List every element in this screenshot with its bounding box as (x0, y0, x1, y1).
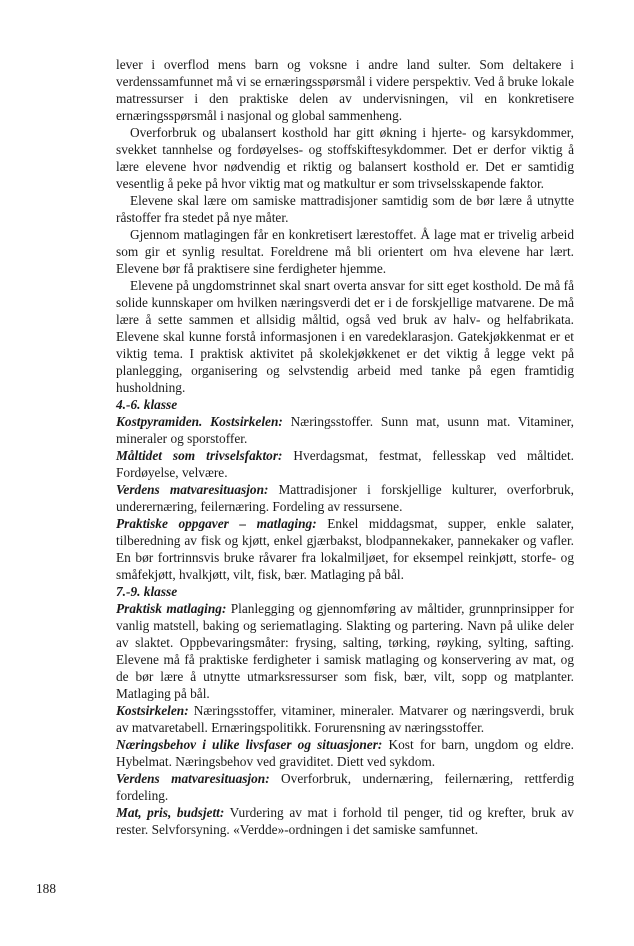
topic-text: Kost for barn, ungdom og eldre. Hybelmat. Næringsbehov ved graviditet. Diett ved sykdom. (116, 737, 575, 769)
section-title: 7.-9. klasse (116, 584, 178, 599)
topic-label: Måltidet som trivselsfaktor: (116, 448, 283, 463)
topic-label: Praktiske oppgaver – matlaging: (116, 516, 317, 531)
topic-text: Mattradisjoner i forskjellige kulturer, overforbruk, underernæring, feilernæring. Fordeling av ressursene. (116, 482, 574, 514)
intro-paragraph-5: Elevene på ungdomstrinnet skal snart overta ansvar for sitt eget kosthold. De må få solide kunnskaper om hvilken næringsverdi det er i de forskjellige matvarene. De må lære å sette sammen et allsidig måltid, også ved bruk av halv- og helfabrikata. Elevene skal kunne forstå informasjonen i en varedeklarasjon. Gatekjøkkenmat er et viktig tema. I praktisk aktivitet på skolekjøkkenet er det viktig å legge vekt på planlegging, organisering og selvstendig arbeid med tanke på egen framtidig husholdning. (116, 278, 574, 395)
intro-paragraph-1: lever i overflod mens barn og voksne i andre land sulter. Som deltakere i verdenssamfunnet må vi se ernæringsspørsmål i videre perspektiv. Ved å bruke lokale matressurser i den praktiske delen av undervisningen, vil en konkretisere ernæringsspørsmål i nasjonal og global sammenheng. (116, 57, 574, 123)
topic-text: Vurdering av mat i forhold til penger, tid og krefter, bruk av rester. Selvforsyning. «Verdde»-ordningen i det samiske samfunnet. (116, 805, 574, 837)
topic-entry (116, 770, 574, 804)
topic-label: Mat, pris, budsjett: (116, 805, 225, 820)
topic-entry (116, 804, 574, 838)
topic-entry (116, 413, 574, 447)
topic-label: Verdens matvaresituasjon: (116, 771, 270, 786)
topic-entry (116, 600, 574, 702)
topic-label: Kostsirkelen: (116, 703, 189, 718)
section-title: 4.-6. klasse (116, 397, 178, 412)
page-body (116, 56, 574, 838)
section-grade-4-6 (116, 396, 574, 583)
topic-text: Næringsstoffer. Sunn mat, usunn mat. Vitaminer, mineraler og sporstoffer. (116, 414, 574, 446)
topic-entry (116, 515, 574, 583)
intro-paragraph-4: Gjennom matlagingen får en konkretisert lærestoffet. Å lage mat er trivelig arbeid som gir et synlig resultat. Foreldrene må bli orientert om hva elevene har lært. Elevene bør få praktisere sine ferdigheter hjemme. (116, 227, 574, 276)
topic-label: Kostpyramiden. Kostsirkelen: (116, 414, 283, 429)
topic-entry (116, 736, 574, 770)
topic-text: Næringsstoffer, vitaminer, mineraler. Matvarer og næringsverdi, bruk av matvaretabell. Ernæringspolitikk. Forurensning av næringsstoffer. (116, 703, 574, 735)
topic-text: Enkel middagsmat, supper, enkle salater, tilberedning av fisk og kjøtt, enkel gjærbakst, blodpannekaker, pannekaker og vafler. En bør fortrinnsvis bruke råvarer fra lokalmiljøet, for eksempel reinkjøtt, storfe- og småfekjøtt, hvalkjøtt, vilt, fisk, bær. Matlaging på bål. (116, 516, 574, 582)
topic-text: Planlegging og gjennomføring av måltider, grunnprinsipper for vanlig matstell, baking og seriematlaging. Slakting og partering. Navn på ulike deler av slaktet. Oppbevaringsmåter: frysing, salting, tørking, røyking, sylting, safting. Elevene må få praktiske ferdigheter i samisk matlaging og konservering av mat, og de bør lære å utnytte utmarksressurser som fisk, bær, vilt, sopp og matplanter. Matlaging på bål. (116, 601, 574, 701)
intro-paragraph-3: Elevene skal lære om samiske mattradisjoner samtidig som de bør lære å utnytte råstoffer fra stedet på nye måter. (116, 193, 574, 225)
intro-paragraph-2: Overforbruk og ubalansert kosthold har gitt økning i hjerte- og karsykdommer, svekket tannhelse og fordøyelses- og stoffskiftesykdommer. Det er derfor viktig å lære elevene hvor nødvendig et riktig og balansert kosthold er. Det er samtidig vesentlig å peke på hvor viktig mat og matkultur er som trivselsskapende faktor. (116, 125, 574, 191)
topic-entry (116, 447, 574, 481)
topic-label: Næringsbehov i ulike livsfaser og situasjoner: (116, 737, 383, 752)
section-grade-7-9 (116, 583, 574, 838)
topic-text: Overforbruk, undernæring, feilernæring, rettferdig fordeling. (116, 771, 574, 803)
page-number: 188 (36, 881, 57, 896)
topic-label: Verdens matvaresituasjon: (116, 482, 269, 497)
topic-entry (116, 481, 574, 515)
topic-label: Praktisk matlaging: (116, 601, 227, 616)
topic-entry (116, 702, 574, 736)
topic-text: Hverdagsmat, festmat, fellesskap ved måltidet. Fordøyelse, velvære. (116, 448, 575, 480)
